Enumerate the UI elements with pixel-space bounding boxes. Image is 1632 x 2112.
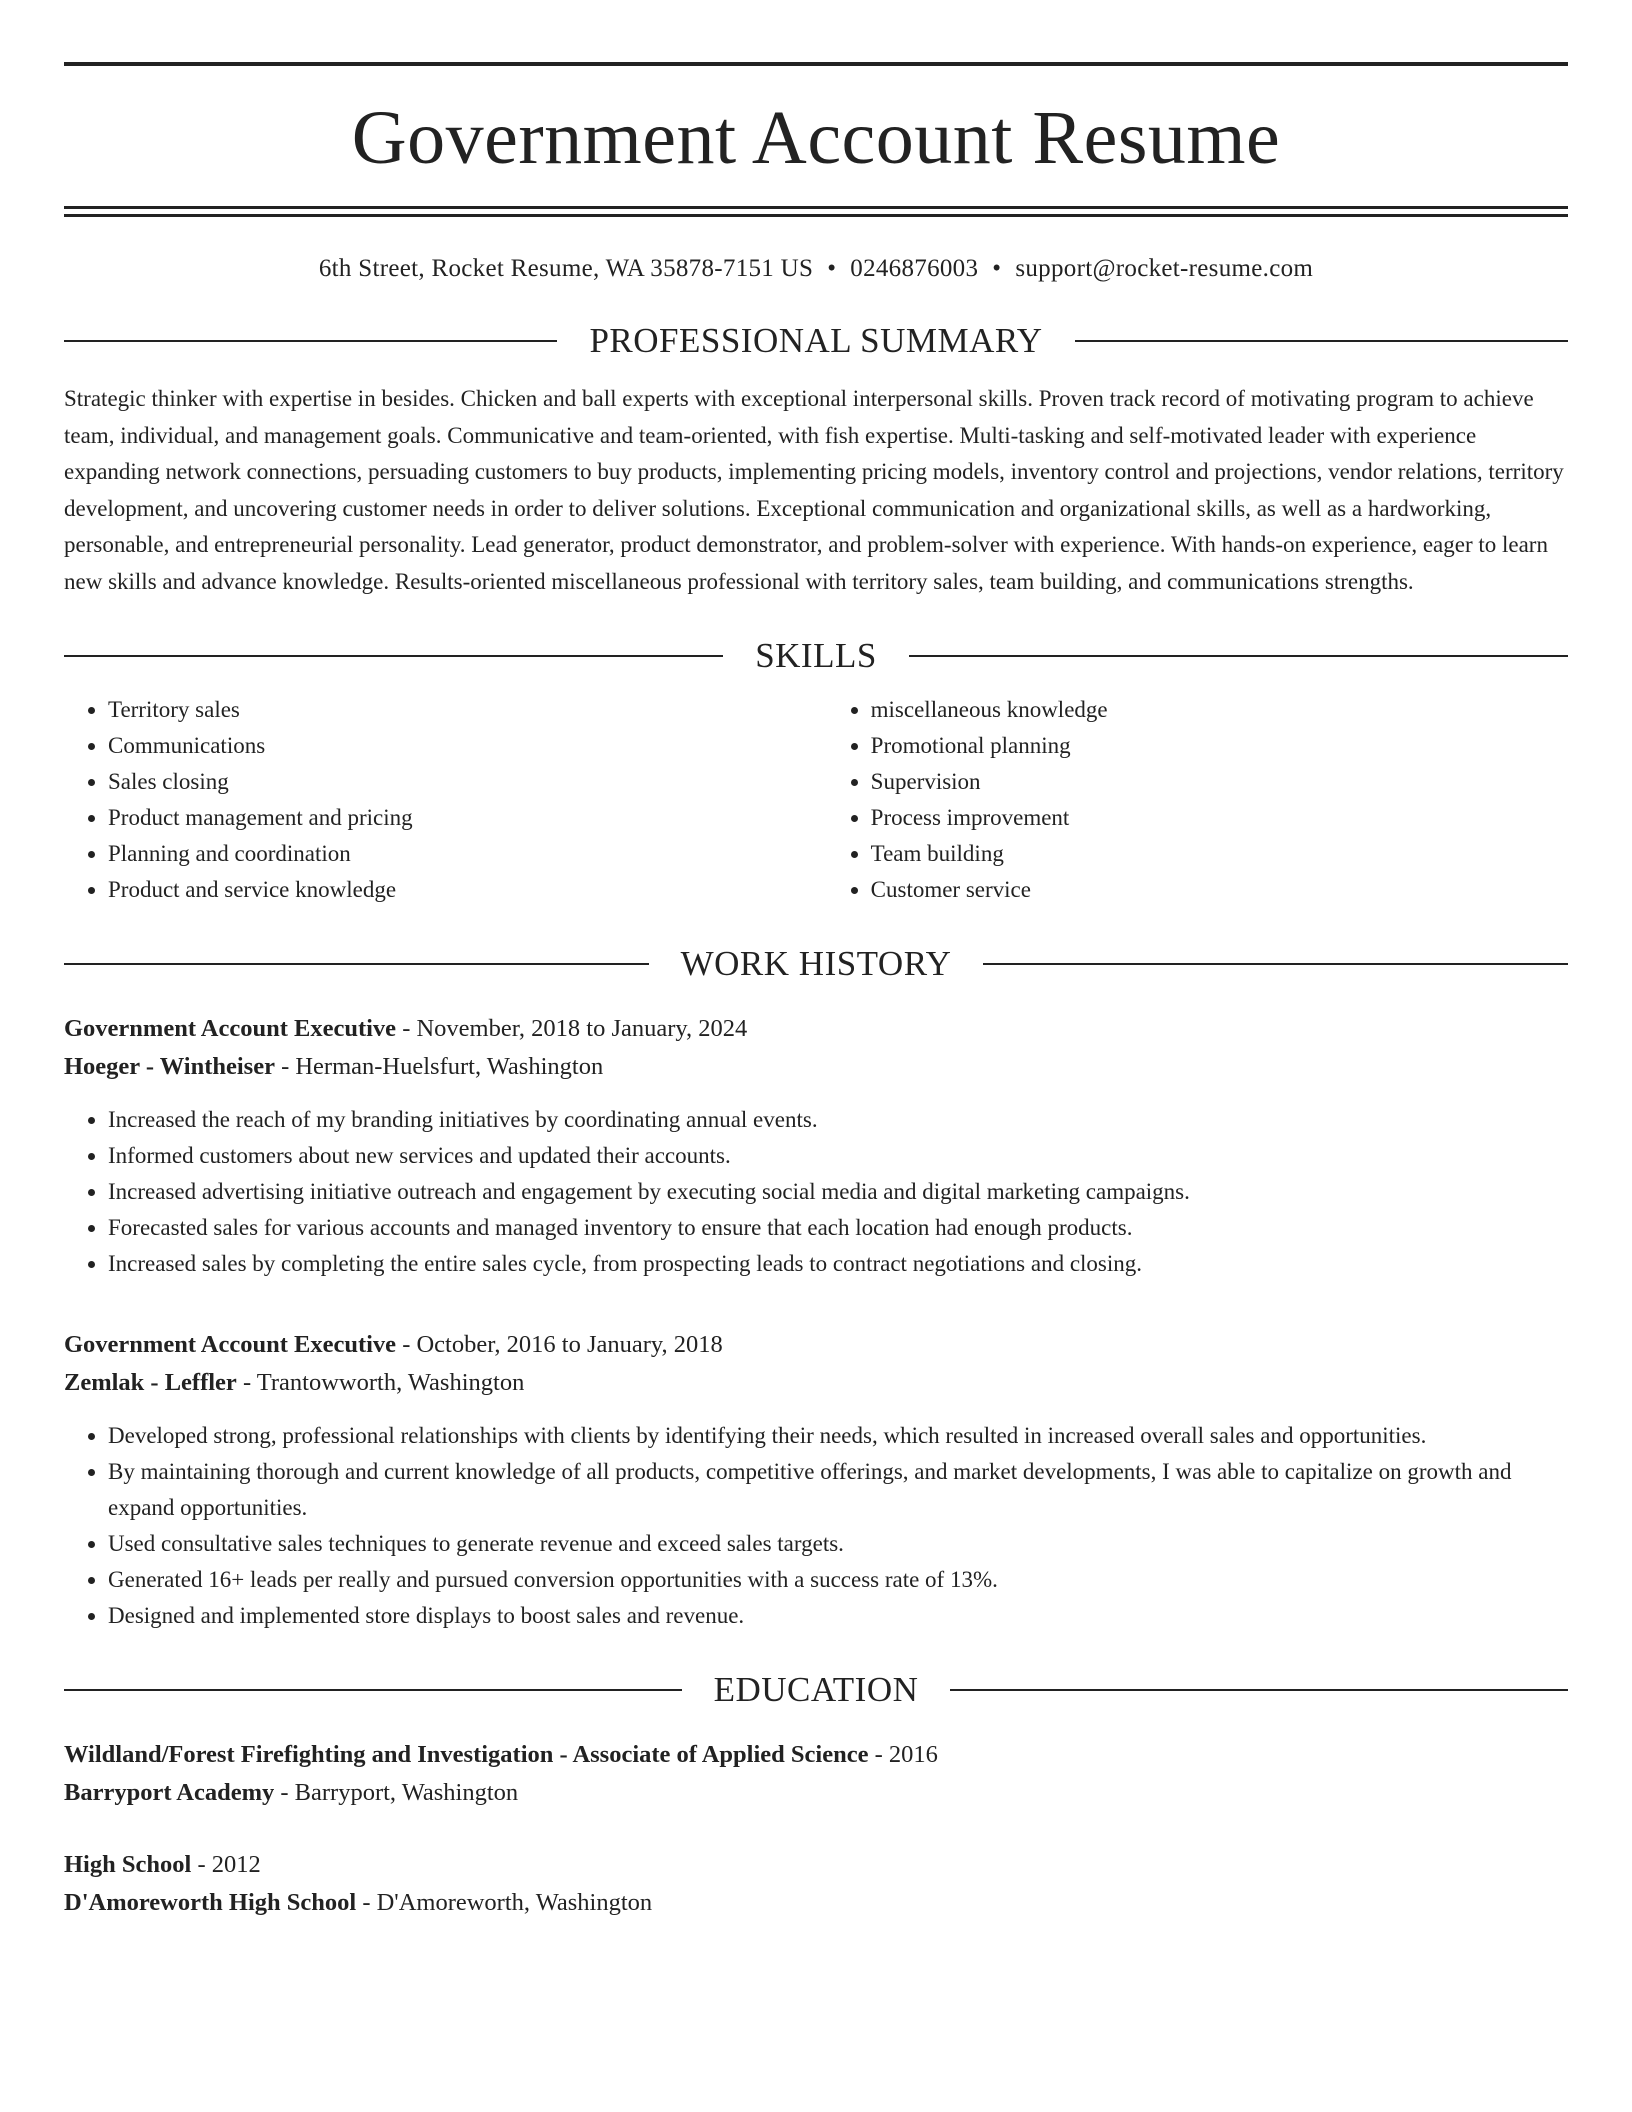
job-company-line [64,1364,1568,1402]
job-title: Government Account Executive [64,1015,397,1042]
job-bullet: • Increased advertising initiative outreach and engagement by executing social media and digital marketing campaigns. [108,1174,1568,1210]
heading-rule-left [64,1689,682,1691]
job-bullet: • Developed strong, professional relationships with clients by identifying their needs, which resulted in increased overall sales and opportunities. [108,1418,1568,1454]
heading-rule-left [64,963,649,965]
skill-item: • Planning and coordination [108,836,827,872]
education-degree: High School [64,1851,192,1878]
skills-heading-row [64,634,1568,678]
job-bullet: • Generated 16+ leads per really and pursued conversion opportunities with a success rate of 13%. [108,1562,1568,1598]
contact-email: support@rocket-resume.com [1015,255,1314,282]
skill-item: • Territory sales [108,692,827,728]
job-bullet: • Forecasted sales for various accounts and managed inventory to ensure that each location had enough products. [108,1210,1568,1246]
skills-list-left [64,692,827,908]
contact-address: 6th Street, Rocket Resume, WA 35878-7151 US [318,255,814,282]
skill-item: • Customer service [871,872,1568,908]
education-school-line [64,1774,1568,1812]
education-year: - 2012 [197,1851,261,1878]
education-heading: EDUCATION [713,1670,919,1709]
summary-text: Strategic thinker with expertise in besides. Chicken and ball experts with exceptional interpersonal skills. Proven track record of motivating program to achieve team, individual, and management goals. Communicative and team-oriented, with fish expertise. Multi-tasking and self-motivated leader with experience expanding network connections, persuading customers to buy products, implementing pricing models, inventory control and projections, vendor relations, territory development, and uncovering customer needs in order to deliver solutions. Exceptional communication and organizational skills, as well as a hardworking, personable, and entrepreneurial personality. Lead generator, product demonstrator, and problem-solver with experience. With hands-on experience, eager to learn new skills and advance knowledge. Results-oriented miscellaneous professional with territory sales, team building, and communications strengths. [64,386,1564,594]
heading-rule-left [64,655,723,657]
heading-rule-right [1075,340,1568,342]
job-company: Zemlak - Leffler [64,1369,237,1396]
job-title-line [64,1010,1568,1048]
job-location: - Herman-Huelsfurt, Washington [281,1053,604,1080]
job-bullets [64,1418,1568,1634]
skill-item: • Team building [871,836,1568,872]
job-company: Hoeger - Wintheiser [64,1053,275,1080]
job-title-line [64,1326,1568,1364]
skill-item: • Product and service knowledge [108,872,827,908]
skill-item: • miscellaneous knowledge [871,692,1568,728]
skills-columns [64,692,1568,908]
job-title: Government Account Executive [64,1331,397,1358]
contact-separator: • [827,255,837,282]
education-degree: Wildland/Forest Firefighting and Investigation - Associate of Applied Science [64,1741,869,1768]
job-bullet: • Informed customers about new services and updated their accounts. [108,1138,1568,1174]
top-rule [64,62,1568,66]
skill-item: • Product management and pricing [108,800,827,836]
heading-rule-right [909,655,1568,657]
skills-heading: SKILLS [755,636,877,675]
contact-separator: • [992,255,1002,282]
skill-item: • Communications [108,728,827,764]
contact-phone: 0246876003 [850,255,979,282]
job-bullet: • Designed and implemented store displays to boost sales and revenue. [108,1598,1568,1634]
job-dates: - October, 2016 to January, 2018 [402,1331,723,1358]
education-location: - D'Amoreworth, Washington [362,1889,653,1916]
education-entry [64,1846,1568,1922]
contact-line [64,253,1568,285]
education-school: Barryport Academy [64,1779,275,1806]
job-company-line [64,1048,1568,1086]
resume-title: Government Account Resume [351,96,1281,180]
job-dates: - November, 2018 to January, 2024 [402,1015,748,1042]
education-location: - Barryport, Washington [280,1779,519,1806]
resume-page [64,62,1568,1922]
job-bullet: • Used consultative sales techniques to generate revenue and exceed sales targets. [108,1526,1568,1562]
job-bullets [64,1102,1568,1282]
skill-item: • Process improvement [871,800,1568,836]
work-heading: WORK HISTORY [680,944,952,983]
heading-rule-right [983,963,1568,965]
education-degree-line [64,1736,1568,1774]
job-entry [64,1326,1568,1634]
skill-item: • Sales closing [108,764,827,800]
job-location: - Trantowworth, Washington [242,1369,525,1396]
skill-item: • Promotional planning [871,728,1568,764]
heading-rule-left [64,340,557,342]
job-bullet: • By maintaining thorough and current knowledge of all products, competitive offerings, and market developments, I was able to capitalize on growth and expand opportunities. [108,1454,1568,1526]
education-year: - 2016 [874,1741,938,1768]
heading-rule-right [950,1689,1568,1691]
work-heading-row [64,942,1568,986]
skills-list-right [827,692,1568,908]
education-heading-row [64,1668,1568,1712]
summary-heading: PROFESSIONAL SUMMARY [589,321,1043,360]
education-school-line [64,1884,1568,1922]
education-school: D'Amoreworth High School [64,1889,357,1916]
summary-heading-row [64,319,1568,363]
skill-item: • Supervision [871,764,1568,800]
education-entry [64,1736,1568,1812]
education-degree-line [64,1846,1568,1884]
job-entry [64,1010,1568,1282]
job-bullet: • Increased the reach of my branding initiatives by coordinating annual events. [108,1102,1568,1138]
job-bullet: • Increased sales by completing the entire sales cycle, from prospecting leads to contract negotiations and closing. [108,1246,1568,1282]
title-double-rule [64,206,1568,217]
